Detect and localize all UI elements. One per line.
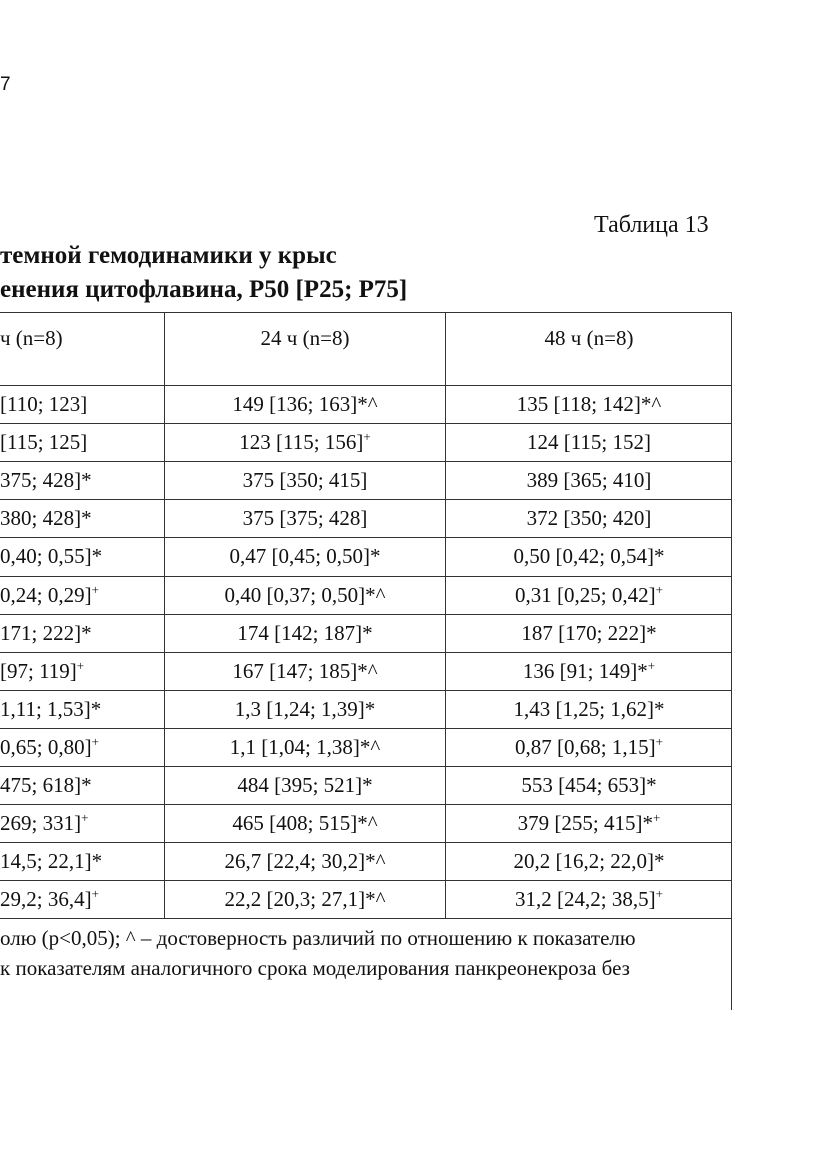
table-cell [446,811,732,836]
cell-value: 31,2 [24,2; 38,5] [515,887,656,912]
cell-value: 124 [115; 152] [526,430,652,455]
table-cell [446,887,732,912]
cell-value: 1,3 [1,24; 1,39]* [234,696,376,721]
row-divider [0,766,732,767]
row-divider [0,461,732,462]
cell-value: 372 [350; 420] [526,506,652,531]
table-cell [165,811,445,836]
cell-value: 379 [255; 415]* [517,811,653,836]
cell-value: 475; 618]* [0,773,92,797]
table-cell [165,468,445,493]
column-divider [731,312,732,1010]
cell-value: 167 [147; 185]*^ [232,658,378,683]
table-cell [165,659,445,684]
table-cell [446,583,732,608]
cell-value: 171; 222]* [0,620,92,645]
cell-superscript: + [76,657,85,673]
table-cell [0,811,164,836]
cell-value: 375; 428]* [0,468,92,493]
cell-value: 553 [454; 653]* [521,773,657,797]
cell-value: 380; 428]* [0,506,92,531]
table-cell [165,392,445,417]
table-label: Таблица 13 [594,212,709,238]
table-cell [165,506,445,531]
cell-value: 465 [408; 515]*^ [232,811,378,836]
table-cell [165,697,445,722]
cell-value: 0,47 [0,45; 0,50]* [229,544,381,569]
row-divider [0,880,732,881]
column-divider [445,312,446,918]
table-cell [165,583,445,608]
cell-value: 26,7 [22,4; 30,2]*^ [224,849,386,874]
table-cell [0,659,164,684]
cell-value: 20,2 [16,2; 22,0]* [513,849,665,874]
cell-superscript: + [91,886,99,902]
cell-value: 375 [350; 415] [242,468,368,493]
cell-value: 174 [142; 187]* [237,620,373,645]
table-cell [0,887,164,912]
table-cell [446,468,732,493]
row-divider [0,576,732,577]
row-divider [0,652,732,653]
cell-superscript: + [647,657,656,673]
cell-value: 1,1 [1,04; 1,38]*^ [229,734,381,759]
cell-superscript: + [363,429,371,445]
page-number: 7 [0,74,11,95]
table-cell [0,773,164,798]
table-title-line-2: енения цитофлавина, P50 [P25; P75] [0,276,408,303]
table-cell [446,430,732,455]
table-cell [0,621,164,646]
header-cell: 48 ч (n=8) [544,326,634,350]
cell-value: 0,31 [0,25; 0,42] [515,582,656,607]
column-divider [164,312,165,918]
row-divider [0,423,732,424]
table-title-line-1: темной гемодинамики у крыс [0,242,337,269]
table-cell [0,430,164,455]
cell-value: 149 [136; 163]*^ [232,392,378,416]
table-cell [446,392,732,417]
table-cell [165,430,445,455]
cell-value: 135 [118; 142]*^ [516,392,662,416]
table-cell [446,506,732,531]
cell-value: 375 [375; 428] [242,506,368,531]
cell-value: 0,24; 0,29] [0,582,92,607]
cell-value: 187 [170; 222]* [521,620,657,645]
row-divider [0,728,732,729]
table-cell [0,697,164,722]
table-cell [446,735,732,760]
row-divider [0,842,732,843]
cell-value: 0,87 [0,68; 1,15] [515,734,656,759]
cell-value: 0,40; 0,55]* [0,544,103,569]
cell-superscript: + [81,810,89,826]
data-table [0,312,732,910]
row-divider [0,804,732,805]
cell-value: 29,2; 36,4] [0,887,92,912]
footnote-line-2: к показателям аналогичного срока моделирования панкреонекроза без [0,956,630,980]
header-cell: ч (n=8) [0,326,63,350]
cell-superscript: + [655,581,663,597]
cell-value: 389 [365; 410] [526,468,652,493]
table-cell [165,887,445,912]
cell-value: 14,5; 22,1]* [0,849,103,874]
table-cell [446,659,732,684]
cell-superscript: + [655,733,663,749]
cell-value: [115; 125] [0,430,88,455]
cell-value: 484 [395; 521]* [237,773,373,797]
table-cell [446,773,732,798]
cell-superscript: + [91,581,99,597]
cell-value: [97; 119] [0,658,77,683]
row-divider [0,690,732,691]
header-cell: 24 ч (n=8) [260,326,350,350]
cell-value: 1,43 [1,25; 1,62]* [513,696,665,721]
table-cell [446,697,732,722]
table-cell [165,621,445,646]
table-cell [0,735,164,760]
cell-value: 0,40 [0,37; 0,50]*^ [224,582,386,607]
cell-superscript: + [655,886,663,902]
table-cell [165,735,445,760]
cell-value: 136 [91; 149]* [522,658,648,683]
row-divider [0,385,732,386]
cell-value: 22,2 [20,3; 27,1]*^ [224,887,386,912]
cell-value: 0,65; 0,80] [0,734,92,759]
table-cell [165,849,445,874]
table-cell [446,849,732,874]
footnote-line-1: олю (p<0,05); ^ – достоверность различий по отношению к показателю [0,926,636,950]
table-cell [446,621,732,646]
cell-value: [110; 123] [0,392,88,416]
table-cell [0,849,164,874]
cell-value: 123 [115; 156] [239,430,364,455]
table-cell [0,392,164,417]
table-cell [0,544,164,569]
table-cell [165,773,445,798]
table-cell [0,468,164,493]
cell-value: 0,50 [0,42; 0,54]* [513,544,665,569]
table-cell [0,583,164,608]
cell-value: 269; 331] [0,811,82,836]
row-divider [0,614,732,615]
row-divider [0,918,732,919]
table-cell [446,544,732,569]
row-divider [0,499,732,500]
cell-superscript: + [652,810,661,826]
row-divider [0,312,732,313]
cell-value: 1,11; 1,53]* [0,696,102,721]
table-cell [0,506,164,531]
table-cell [165,544,445,569]
row-divider [0,537,732,538]
cell-superscript: + [91,733,99,749]
